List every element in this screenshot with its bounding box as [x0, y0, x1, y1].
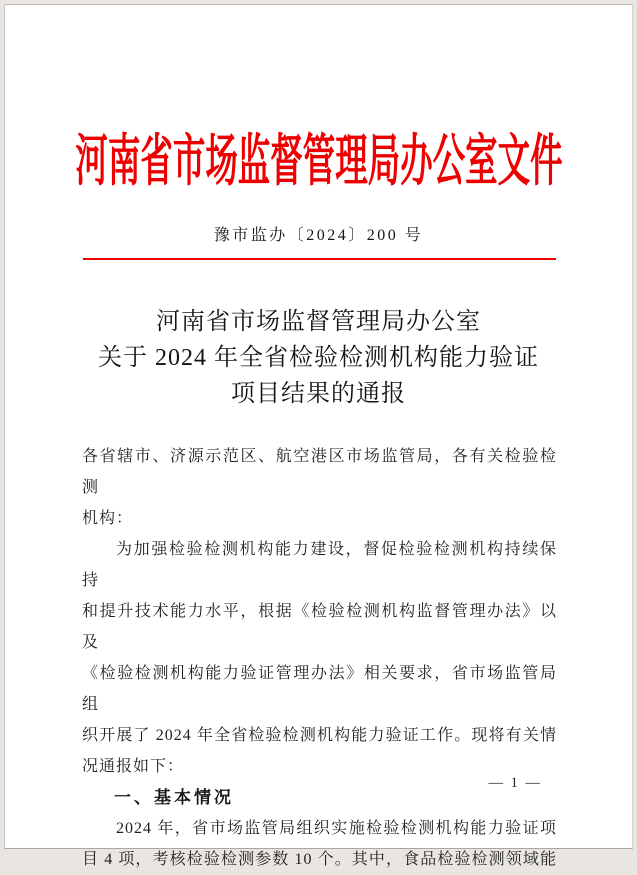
body-line: 《检验检测机构能力验证管理办法》相关要求，省市场监管局组 — [82, 665, 557, 713]
body-line: 为加强检验检测机构能力建设，督促检验检测机构持续保持 — [82, 541, 557, 589]
document-letterhead — [5, 131, 632, 193]
body-line: 和提升技术能力水平，根据《检验检测机构监督管理办法》以及 — [82, 603, 557, 651]
letterhead-title: 河南省市场监督管理局办公室文件 — [74, 131, 563, 193]
document-title — [5, 304, 632, 412]
red-divider-line — [83, 258, 556, 260]
title-line-3: 项目结果的通报 — [231, 381, 406, 407]
body-line-salutation-end: 机构： — [82, 510, 134, 527]
page-number: — 1 — — [488, 775, 542, 791]
body-line: 2024 年，省市场监管局组织实施检验检测机构能力验证项 — [116, 820, 557, 837]
body-line: 织开展了 2024 年全省检验检测机构能力验证工作。现将有关情 — [82, 727, 557, 744]
title-line-2: 关于 2024 年全省检验检测机构能力验证 — [98, 345, 539, 371]
body-line-salutation: 各省辖市、济源示范区、航空港区市场监管局，各有关检验检测 — [82, 448, 557, 496]
body-line: 况通报如下： — [82, 758, 185, 775]
section-heading-basic-situation: 一、基本情况 — [114, 788, 234, 807]
document-body — [82, 441, 557, 875]
document-number: 豫市监办〔2024〕200 号 — [213, 227, 424, 244]
title-line-1: 河南省市场监督管理局办公室 — [156, 309, 481, 335]
document-page — [4, 4, 633, 868]
body-line: 目 4 项，考核检验检测参数 10 个。其中，食品检验检测领域能 — [82, 851, 557, 868]
